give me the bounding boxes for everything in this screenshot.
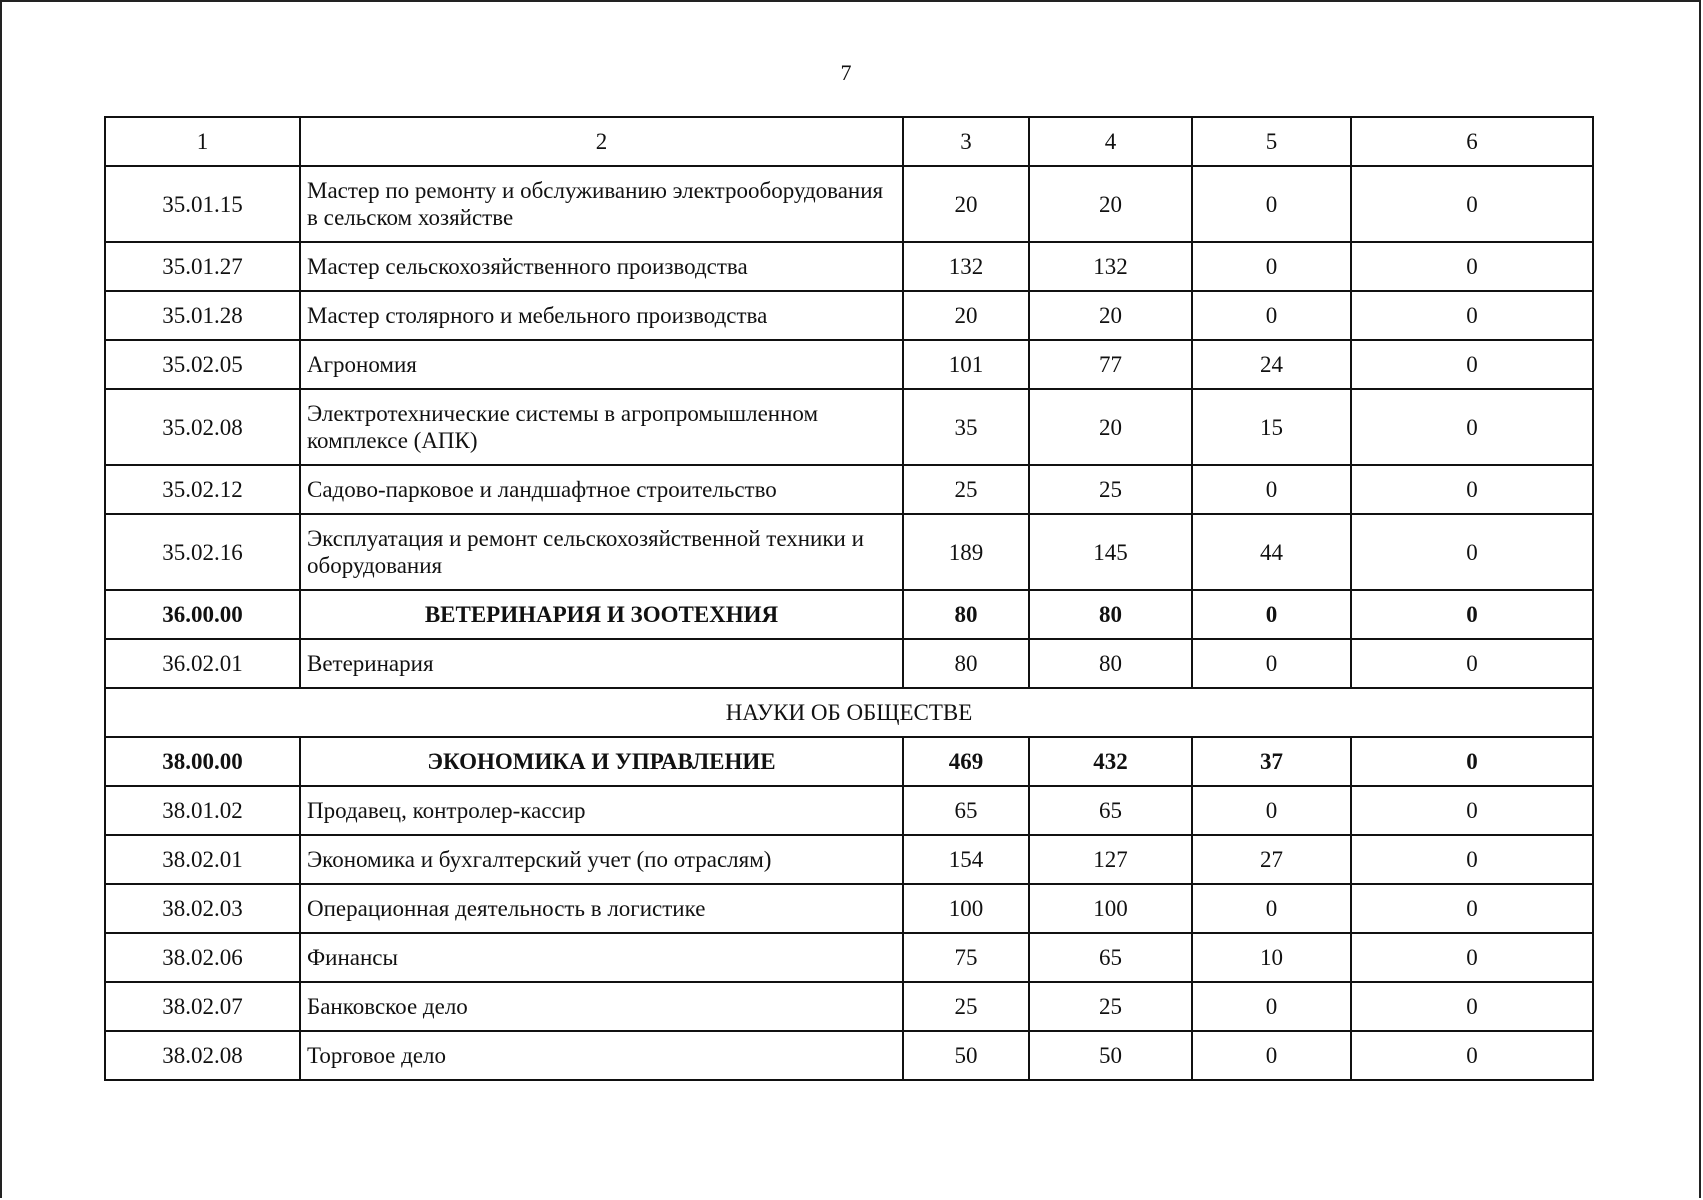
value-cell-6: 0	[1351, 835, 1593, 884]
value-cell-4: 132	[1029, 242, 1192, 291]
value-cell-5: 0	[1192, 982, 1351, 1031]
table-row	[105, 242, 1593, 291]
page-number: 7	[840, 60, 852, 85]
value-cell-3: 75	[903, 933, 1029, 982]
code-cell: 38.02.07	[105, 982, 300, 1031]
value-cell-5: 37	[1192, 737, 1351, 786]
value-cell-6: 0	[1351, 389, 1593, 465]
value-cell-6: 0	[1351, 933, 1593, 982]
value-cell-6: 0	[1351, 340, 1593, 389]
code-cell: 35.02.05	[105, 340, 300, 389]
value-cell-6: 0	[1351, 786, 1593, 835]
code-cell: 38.02.01	[105, 835, 300, 884]
code-cell: 38.02.03	[105, 884, 300, 933]
section-row	[105, 688, 1593, 737]
name-cell: Торговое дело	[300, 1031, 903, 1080]
table-row	[105, 514, 1593, 590]
code-cell: 38.02.08	[105, 1031, 300, 1080]
value-cell-3: 189	[903, 514, 1029, 590]
table-row	[105, 933, 1593, 982]
name-cell: Садово-парковое и ландшафтное строительство	[300, 465, 903, 514]
value-cell-5: 0	[1192, 786, 1351, 835]
value-cell-5: 0	[1192, 291, 1351, 340]
code-cell: 38.00.00	[105, 737, 300, 786]
header-cell-1: 1	[105, 117, 300, 166]
value-cell-4: 145	[1029, 514, 1192, 590]
table-row	[105, 465, 1593, 514]
name-cell: Ветеринария	[300, 639, 903, 688]
value-cell-5: 0	[1192, 166, 1351, 242]
value-cell-3: 101	[903, 340, 1029, 389]
value-cell-6: 0	[1351, 166, 1593, 242]
value-cell-6: 0	[1351, 590, 1593, 639]
group-row	[105, 737, 1593, 786]
value-cell-6: 0	[1351, 291, 1593, 340]
code-cell: 35.01.28	[105, 291, 300, 340]
table-row	[105, 340, 1593, 389]
table-row	[105, 389, 1593, 465]
table-header-row	[105, 117, 1593, 166]
code-cell: 35.02.08	[105, 389, 300, 465]
section-title-cell: НАУКИ ОБ ОБЩЕСТВЕ	[105, 688, 1593, 737]
value-cell-4: 80	[1029, 639, 1192, 688]
value-cell-5: 0	[1192, 465, 1351, 514]
code-cell: 36.02.01	[105, 639, 300, 688]
code-cell: 38.02.06	[105, 933, 300, 982]
value-cell-4: 127	[1029, 835, 1192, 884]
code-cell: 35.01.15	[105, 166, 300, 242]
header-cell-3: 3	[903, 117, 1029, 166]
value-cell-6: 0	[1351, 1031, 1593, 1080]
value-cell-3: 50	[903, 1031, 1029, 1080]
name-cell: Мастер столярного и мебельного производства	[300, 291, 903, 340]
name-cell: Эксплуатация и ремонт сельскохозяйственной техники и оборудования	[300, 514, 903, 590]
code-cell: 35.01.27	[105, 242, 300, 291]
header-cell-2: 2	[300, 117, 903, 166]
group-row	[105, 590, 1593, 639]
value-cell-4: 65	[1029, 786, 1192, 835]
name-cell: Электротехнические системы в агропромышленном комплексе (АПК)	[300, 389, 903, 465]
value-cell-3: 20	[903, 291, 1029, 340]
value-cell-6: 0	[1351, 737, 1593, 786]
value-cell-3: 20	[903, 166, 1029, 242]
value-cell-4: 65	[1029, 933, 1192, 982]
table-row	[105, 639, 1593, 688]
name-cell: Операционная деятельность в логистике	[300, 884, 903, 933]
value-cell-3: 100	[903, 884, 1029, 933]
group-name-cell: ВЕТЕРИНАРИЯ И ЗООТЕХНИЯ	[300, 590, 903, 639]
value-cell-5: 0	[1192, 884, 1351, 933]
name-cell: Агрономия	[300, 340, 903, 389]
value-cell-5: 0	[1192, 1031, 1351, 1080]
table-row	[105, 982, 1593, 1031]
name-cell: Мастер сельскохозяйственного производства	[300, 242, 903, 291]
value-cell-4: 25	[1029, 982, 1192, 1031]
table-row	[105, 884, 1593, 933]
value-cell-6: 0	[1351, 639, 1593, 688]
value-cell-3: 80	[903, 639, 1029, 688]
value-cell-4: 100	[1029, 884, 1192, 933]
table-row	[105, 291, 1593, 340]
header-cell-4: 4	[1029, 117, 1192, 166]
value-cell-5: 0	[1192, 590, 1351, 639]
value-cell-5: 24	[1192, 340, 1351, 389]
value-cell-4: 50	[1029, 1031, 1192, 1080]
value-cell-4: 80	[1029, 590, 1192, 639]
code-cell: 38.01.02	[105, 786, 300, 835]
code-cell: 35.02.12	[105, 465, 300, 514]
value-cell-3: 132	[903, 242, 1029, 291]
value-cell-5: 44	[1192, 514, 1351, 590]
value-cell-4: 77	[1029, 340, 1192, 389]
table-row	[105, 166, 1593, 242]
value-cell-3: 25	[903, 982, 1029, 1031]
value-cell-3: 469	[903, 737, 1029, 786]
header-cell-5: 5	[1192, 117, 1351, 166]
value-cell-3: 25	[903, 465, 1029, 514]
value-cell-3: 80	[903, 590, 1029, 639]
table-row	[105, 1031, 1593, 1080]
value-cell-3: 154	[903, 835, 1029, 884]
value-cell-5: 0	[1192, 242, 1351, 291]
name-cell: Экономика и бухгалтерский учет (по отраслям)	[300, 835, 903, 884]
value-cell-6: 0	[1351, 514, 1593, 590]
name-cell: Мастер по ремонту и обслуживанию электрооборудования в сельском хозяйстве	[300, 166, 903, 242]
value-cell-6: 0	[1351, 465, 1593, 514]
table-row	[105, 835, 1593, 884]
specialties-table	[104, 116, 1594, 1081]
code-cell: 35.02.16	[105, 514, 300, 590]
name-cell: Финансы	[300, 933, 903, 982]
value-cell-6: 0	[1351, 242, 1593, 291]
name-cell: Продавец, контролер-кассир	[300, 786, 903, 835]
table-row	[105, 786, 1593, 835]
name-cell: Банковское дело	[300, 982, 903, 1031]
code-cell: 36.00.00	[105, 590, 300, 639]
value-cell-4: 20	[1029, 166, 1192, 242]
value-cell-3: 35	[903, 389, 1029, 465]
value-cell-5: 10	[1192, 933, 1351, 982]
group-name-cell: ЭКОНОМИКА И УПРАВЛЕНИЕ	[300, 737, 903, 786]
value-cell-4: 20	[1029, 291, 1192, 340]
value-cell-5: 27	[1192, 835, 1351, 884]
value-cell-6: 0	[1351, 884, 1593, 933]
header-cell-6: 6	[1351, 117, 1593, 166]
value-cell-5: 15	[1192, 389, 1351, 465]
value-cell-4: 25	[1029, 465, 1192, 514]
value-cell-5: 0	[1192, 639, 1351, 688]
value-cell-6: 0	[1351, 982, 1593, 1031]
value-cell-4: 20	[1029, 389, 1192, 465]
value-cell-4: 432	[1029, 737, 1192, 786]
value-cell-3: 65	[903, 786, 1029, 835]
